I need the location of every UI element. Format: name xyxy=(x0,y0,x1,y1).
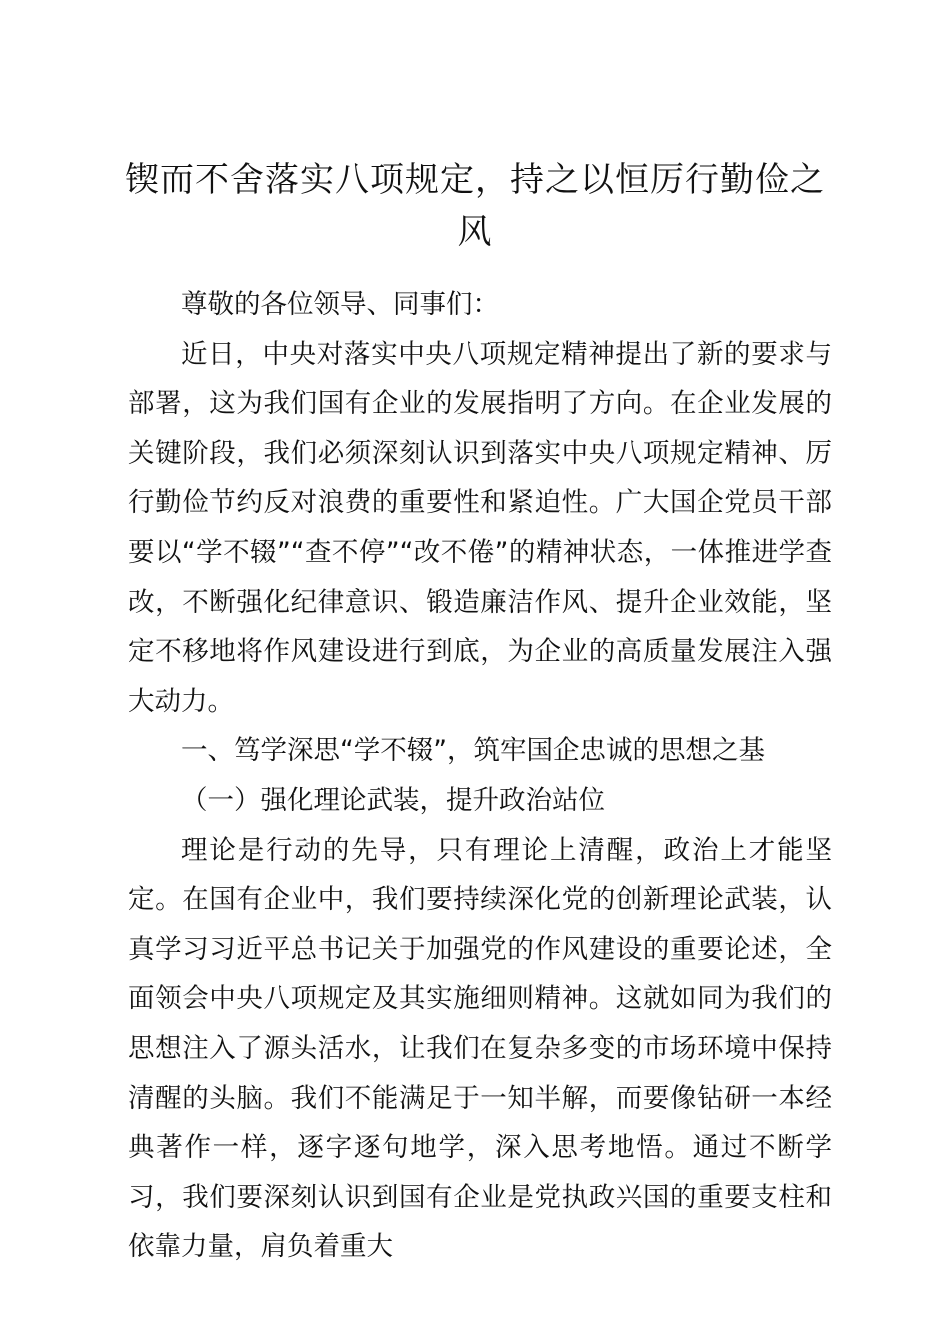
salutation: 尊敬的各位领导、同事们： xyxy=(181,289,499,320)
document-body xyxy=(128,280,832,1272)
subsection-heading: （一）强化理论武装，提升政治站位 xyxy=(181,784,605,816)
body-paragraph: 理论是行动的先导，只有理论上清醒，政治上才能坚定。在国有企业中，我们要持续深化党的创新理论武装，认真学习习近平总书记关于加强党的作风建设的重要论述，全面领会中央八项规定及其实施细则精神。这就如同为我们的思想注入了源头活水，让我们在复杂多变的市场环境中保持清醒的头脑。我们不能满足于一知半解，而要像钻研一本经典著作一样，逐字逐句地学，深入思考地悟。通过不断学习，我们要深刻认识到国有企业是党执政兴国的重要支柱和依靠力量，肩负着重大 xyxy=(128,834,832,1263)
section-heading: 一、笃学深思“学不辍”，筑牢国企忠诚的思想之基 xyxy=(181,735,765,767)
intro-paragraph: 近日，中央对落实中央八项规定精神提出了新的要求与部署，这为我们国有企业的发展指明了方向。在企业发展的关键阶段，我们必须深刻认识到落实中央八项规定精神、厉行勤俭节约反对浪费的重要性和紧迫性。广大国企党员干部要以“学不辍”“查不停”“改不倦”的精神状态，一体推进学查改，不断强化纪律意识、锻造廉洁作风、提升企业效能，坚定不移地将作风建设进行到底，为企业的高质量发展注入强大动力。 xyxy=(128,338,832,717)
document-title: 锲而不舍落实八项规定，持之以恒厉行勤俭之风 xyxy=(125,160,825,252)
